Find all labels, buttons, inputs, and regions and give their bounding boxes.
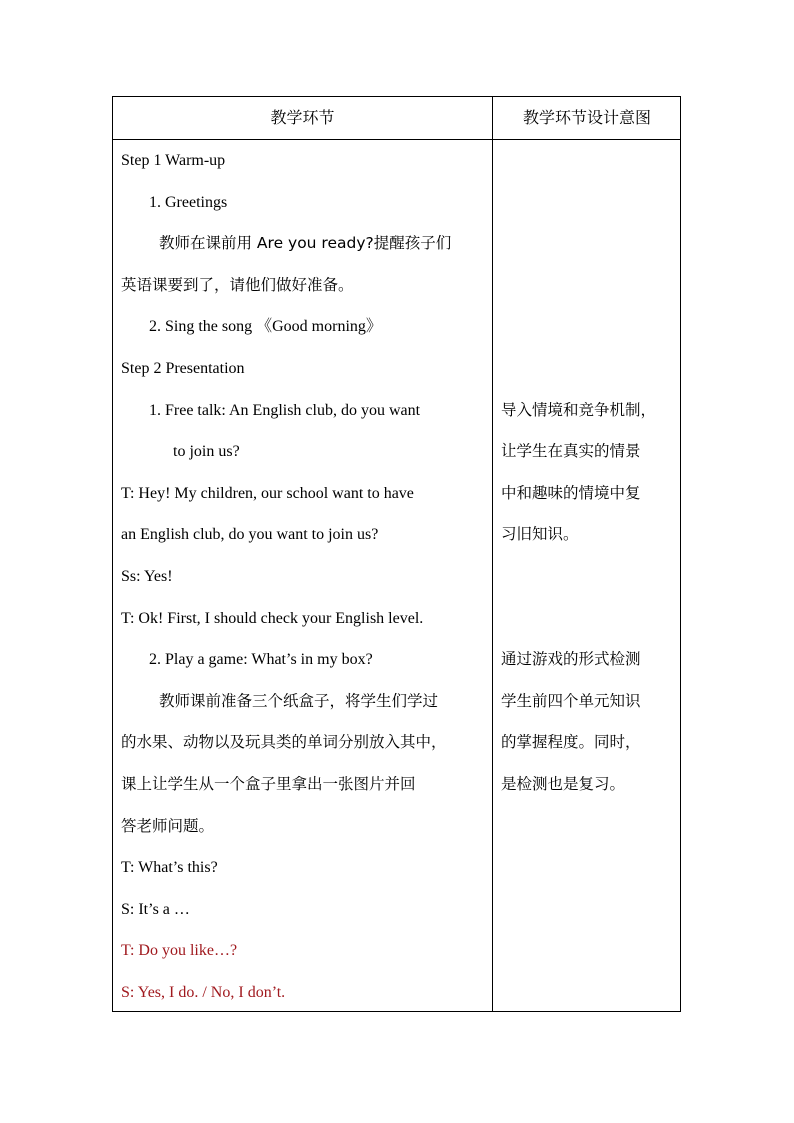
dialogue-student-4: S: Yes, I do. / No, I don’t. [121, 984, 286, 1001]
header-teaching-steps: 教学环节 [270, 108, 335, 127]
dialogue-teacher-1: T: Hey! My children, our school want to have [121, 484, 414, 502]
greetings-desc-line1: 教师在课前用 Are you ready?提醒孩子们 [159, 234, 452, 253]
game-desc-line1: 教师课前准备三个纸盒子，将学生们学过 [159, 691, 439, 710]
dialogue-students-1: Ss: Yes! [121, 568, 173, 585]
game-desc-line2: 的水果、动物以及玩具类的单词分别放入其中， [121, 733, 447, 752]
dialogue-teacher-3: T: What’s this? [121, 859, 218, 877]
free-talk-item: 1. Free talk: An English club, do you want [149, 401, 421, 419]
game-desc-line4: 答老师问题。 [121, 816, 215, 835]
step1-heading: Step 1 Warm-up [121, 152, 226, 169]
greetings-item: 1. Greetings [149, 193, 228, 211]
intent-2-line1: 通过游戏的形式检测 [501, 650, 641, 669]
step2-heading: Step 2 Presentation [121, 360, 245, 377]
dialogue-teacher-1-cont: an English club, do you want to join us? [121, 526, 379, 544]
free-talk-item-cont: to join us? [173, 443, 240, 461]
intent-1-line1: 导入情境和竞争机制， [501, 400, 657, 419]
intent-2-line3: 的掌握程度。同时， [501, 733, 641, 752]
dialogue-teacher-2: T: Ok! First, I should check your English level. [121, 609, 424, 627]
sing-song-item: 2. Sing the song 《Good morning》 [149, 318, 382, 336]
intent-2-line2: 学生前四个单元知识 [501, 691, 641, 710]
dialogue-student-3: S: It’s a … [121, 900, 190, 918]
dialogue-teacher-4: T: Do you like…? [121, 942, 238, 960]
column-divider [492, 97, 493, 1011]
intent-2-line4: 是检测也是复习。 [501, 775, 626, 793]
intent-1-line4: 习旧知识。 [501, 525, 579, 544]
lesson-table [112, 96, 681, 1012]
intent-1-line3: 中和趣味的情境中复 [501, 483, 641, 502]
greetings-desc-line2: 英语课要到了，请他们做好准备。 [121, 275, 354, 294]
game-desc-line3: 课上让学生从一个盒子里拿出一张图片并回 [121, 775, 416, 793]
intent-1-line2: 让学生在真实的情景 [501, 442, 641, 461]
game-item: 2. Play a game: What’s in my box? [149, 651, 373, 669]
header-design-intent: 教学环节设计意图 [522, 108, 651, 127]
